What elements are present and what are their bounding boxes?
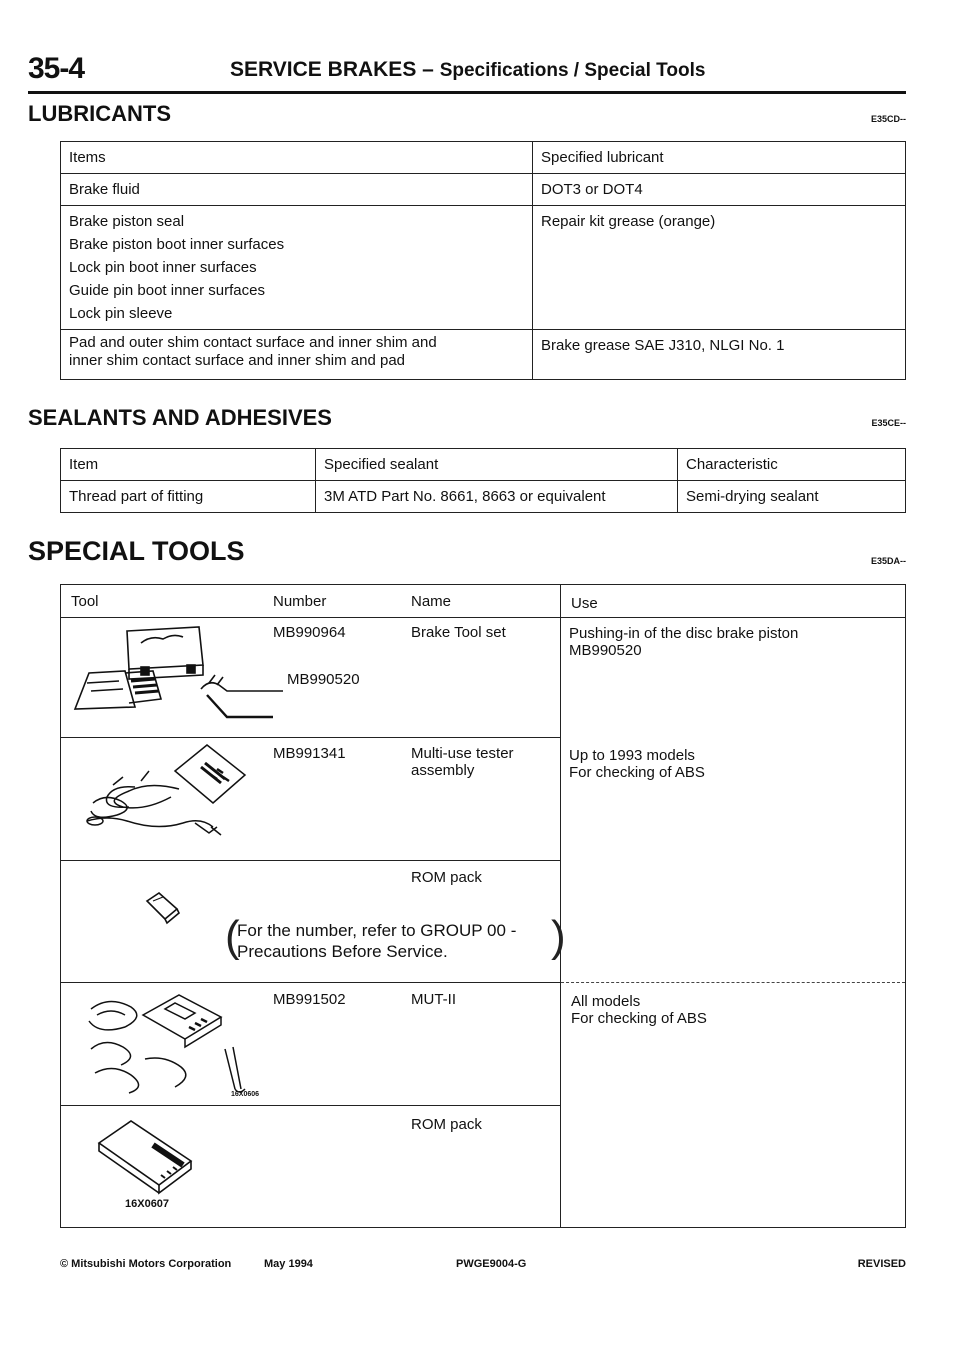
note-open-paren: (: [225, 912, 240, 961]
tool-name: Brake Tool set: [411, 624, 506, 641]
lubricant-item: [61, 330, 533, 380]
lubricant-item-line: Lock pin sleeve: [69, 305, 173, 322]
lubricants-header-lubricant: Specified lubricant: [533, 142, 906, 174]
tool-use: All models: [571, 993, 641, 1010]
page-title-separator: –: [422, 58, 434, 81]
tool-name: MUT-II: [411, 991, 456, 1008]
rom-pack-figure: [95, 1117, 215, 1211]
sealants-code: E35CE--: [871, 418, 906, 428]
page-title-sub: Specifications / Special Tools: [439, 60, 706, 81]
lubricant-value: Brake grease SAE J310, NLGI No. 1: [533, 330, 906, 380]
sealants-header-sealant: Specified sealant: [316, 449, 678, 481]
lubricant-value: DOT3 or DOT4: [533, 174, 906, 206]
table-row: [61, 481, 906, 513]
table-row: [61, 206, 906, 330]
lubricant-item-line: Guide pin boot inner surfaces: [69, 282, 265, 299]
footer-date: May 1994: [264, 1258, 313, 1270]
note-text: Precautions Before Service.: [237, 942, 448, 961]
sealant-characteristic: Semi-drying sealant: [678, 481, 906, 513]
row-divider: [61, 1105, 560, 1106]
tool-name: ROM pack: [411, 1116, 482, 1133]
tool-sub-number: MB990520: [287, 671, 360, 688]
brake-tool-set-figure: [69, 621, 285, 721]
lubricant-value: Repair kit grease (orange): [533, 206, 906, 330]
lubricant-item-line: Pad and outer shim contact surface and inner shim and: [69, 334, 437, 351]
page-title-main: SERVICE BRAKES: [230, 58, 417, 81]
sealant-value: 3M ATD Part No. 8661, 8663 or equivalent: [316, 481, 678, 513]
column-divider: [560, 585, 561, 1227]
row-divider: [61, 982, 560, 983]
footer-copyright: © Mitsubishi Motors Corporation: [60, 1258, 232, 1270]
lubricant-item-line: Brake piston seal: [69, 213, 185, 230]
tool-number: MB990964: [273, 624, 346, 641]
lubricant-item: Brake fluid: [61, 174, 533, 206]
lubricants-header-items: Items: [61, 142, 533, 174]
lubricant-item-line: inner shim contact surface and inner shim and pad: [69, 352, 406, 369]
column-header-number: Number: [273, 593, 327, 610]
footer-code: PWGE9004-G: [456, 1258, 527, 1270]
column-header-name: Name: [411, 593, 452, 610]
row-divider-dashed: [561, 982, 905, 983]
lubricants-code: E35CD--: [870, 114, 906, 124]
footer-status: REVISED: [857, 1258, 906, 1270]
table-row: [61, 330, 906, 380]
special-tools-table: [60, 584, 906, 1228]
tool-use: For checking of ABS: [569, 764, 705, 781]
lubricant-item-line: Brake piston boot inner surfaces: [69, 236, 285, 253]
tool-name: Multi-use tester: [411, 745, 514, 762]
tool-name: assembly: [411, 762, 475, 779]
sealants-header-item: Item: [61, 449, 316, 481]
tool-use: Up to 1993 models: [569, 747, 695, 764]
lubricant-item-line: Lock pin boot inner surfaces: [69, 259, 257, 276]
special-tools-code: E35DA--: [870, 556, 906, 566]
row-divider: [61, 737, 560, 738]
header-rule: [28, 91, 906, 94]
tool-use: Pushing-in of the disc brake piston: [569, 625, 799, 642]
lubricant-item: [61, 206, 533, 330]
row-divider: [61, 860, 560, 861]
lubricants-table: [60, 141, 906, 380]
sealants-title: SEALANTS AND ADHESIVES: [28, 405, 332, 430]
table-row: [61, 174, 906, 206]
row-divider: [61, 617, 905, 618]
page-number: 35-4: [28, 52, 85, 85]
note-close-paren: ): [551, 912, 566, 961]
rom-pack-figure: [143, 891, 183, 925]
note-text: For the number, refer to GROUP 00 -: [237, 921, 517, 940]
mut-ii-figure: [85, 989, 261, 1099]
tool-name: ROM pack: [411, 869, 482, 886]
page-title: [230, 58, 705, 82]
special-tools-title: SPECIAL TOOLS: [28, 536, 245, 566]
figure-label: 16X0606: [231, 1091, 260, 1098]
sealants-table: [60, 448, 906, 513]
sealants-header-characteristic: Characteristic: [678, 449, 906, 481]
tool-use: MB990520: [569, 642, 642, 659]
sealant-item: Thread part of fitting: [61, 481, 316, 513]
tool-use: For checking of ABS: [571, 1010, 707, 1027]
column-header-use: Use: [571, 595, 598, 612]
figure-label: 16X0607: [125, 1198, 170, 1210]
tool-number: MB991502: [273, 991, 346, 1008]
multi-use-tester-figure: [83, 741, 253, 847]
column-header-tool: Tool: [71, 593, 99, 610]
lubricants-title: LUBRICANTS: [28, 101, 171, 126]
tool-number: MB991341: [273, 745, 346, 762]
